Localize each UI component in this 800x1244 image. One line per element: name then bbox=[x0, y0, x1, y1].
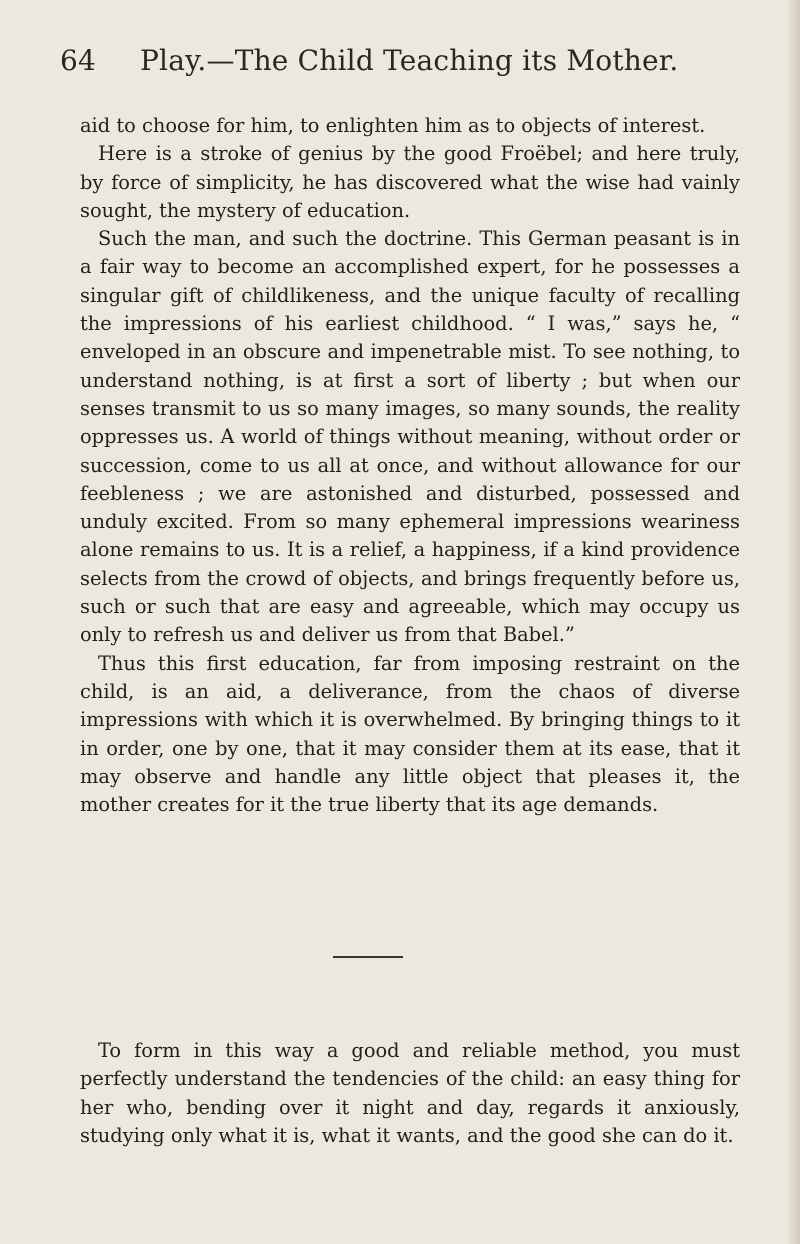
paragraph: To form in this way a good and reliable method, you must perfectly understand the tendencies of the child: an easy thing for her who, bending over it night and day, regards it anxiously, studying only what it is, what it wants, and the good she can do it. bbox=[80, 1039, 740, 1147]
paragraph: aid to choose for him, to enlighten him as to objects of interest. bbox=[80, 114, 706, 137]
paragraph: Such the man, and such the doctrine. This German peasant is in a fair way to become an accomplished expert, for he possesses a singular gift of childlikeness, and the unique faculty of recalling the impressions of his earliest childhood. “ I was,” says he, “ enveloped in an obscure and impenetrable mist. To see nothing, to understand nothing, is at first a sort of liberty ; but when our senses transmit to us so many images, so many sounds, the reality oppresses us. A world of things without meaning, without order or succession, come to us all at once, and without allowance for our feebleness ; we are astonished and disturbed, possessed and unduly excited. From so many ephemeral impressions weariness alone remains to us. It is a relief, a happiness, if a kind providence selects from the crowd of objects, and brings frequently before us, such or such that are easy and agreeable, which may occupy us only to refresh us and deliver us from that Babel.” bbox=[80, 227, 740, 647]
page-header bbox=[60, 44, 760, 77]
body-text-after-divider bbox=[80, 1037, 740, 1150]
page-edge-shadow bbox=[786, 0, 800, 1244]
paragraph: Thus this first education, far from imposing restraint on the child, is an aid, a deliverance, from the chaos of diverse impressions with which it is overwhelmed. By bringing things to it in order, one by one, that it may consider them at its ease, that it may observe and handle any little object that pleases it, the mother creates for it the true liberty that its age demands. bbox=[80, 651, 740, 817]
running-head: Play.—The Child Teaching its Mother. bbox=[140, 44, 679, 77]
section-divider bbox=[333, 956, 403, 958]
page-number: 64 bbox=[60, 44, 97, 77]
paragraph: Here is a stroke of genius by the good Froëbel; and here truly, by force of simplicity, he has discovered what the wise had vainly sought, the mystery of education. bbox=[80, 142, 740, 222]
body-text bbox=[80, 112, 740, 819]
